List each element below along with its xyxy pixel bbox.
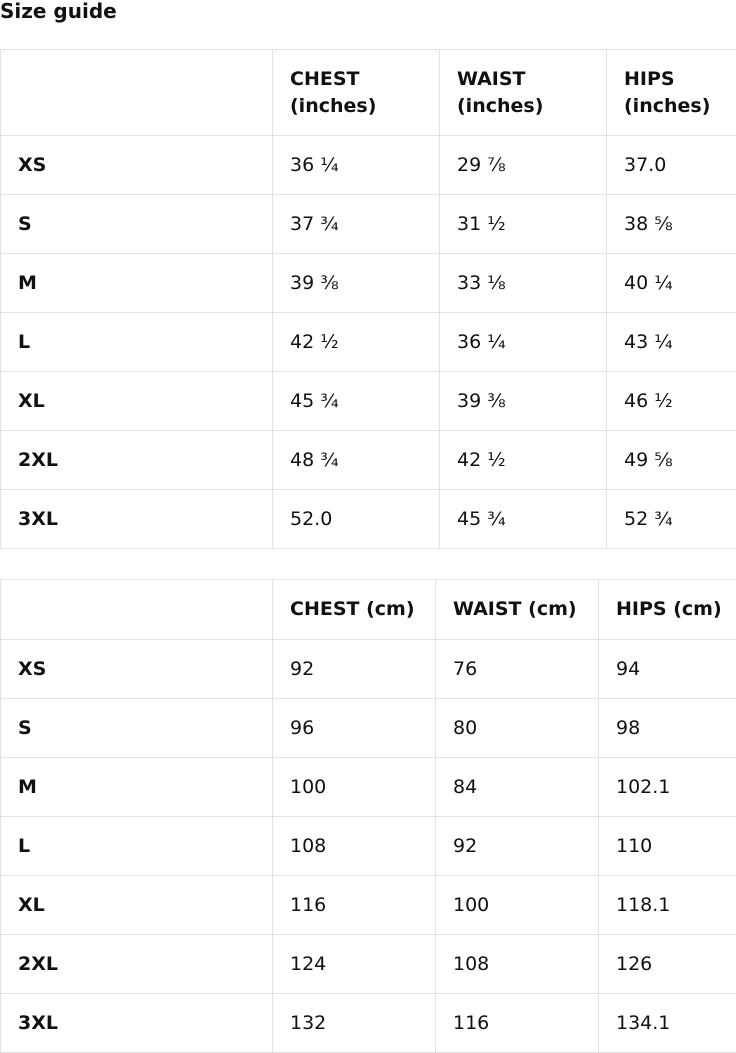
chest-value: 108 — [273, 817, 436, 876]
hips-value: 94 — [599, 640, 736, 699]
header-hips: HIPS (cm) — [599, 580, 736, 640]
waist-value: 39 ⅜ — [440, 372, 607, 431]
table-row — [1, 817, 736, 876]
table-row — [1, 699, 736, 758]
hips-value: 49 ⅝ — [607, 431, 736, 490]
size-label: 3XL — [1, 490, 273, 549]
table-row — [1, 254, 736, 313]
header-waist: WAIST (cm) — [436, 580, 599, 640]
table-row — [1, 136, 736, 195]
waist-value: 92 — [436, 817, 599, 876]
size-table-inches — [0, 49, 736, 549]
waist-value: 31 ½ — [440, 195, 607, 254]
size-label: XS — [1, 640, 273, 699]
table-header-row — [1, 580, 736, 640]
hips-value: 37.0 — [607, 136, 736, 195]
chest-value: 92 — [273, 640, 436, 699]
waist-value: 116 — [436, 994, 599, 1053]
waist-value: 29 ⅞ — [440, 136, 607, 195]
hips-value: 110 — [599, 817, 736, 876]
waist-value: 108 — [436, 935, 599, 994]
chest-value: 52.0 — [273, 490, 440, 549]
hips-value: 102.1 — [599, 758, 736, 817]
header-waist: WAIST (inches) — [440, 50, 607, 136]
hips-value: 38 ⅝ — [607, 195, 736, 254]
chest-value: 100 — [273, 758, 436, 817]
chest-value: 45 ¾ — [273, 372, 440, 431]
chest-value: 116 — [273, 876, 436, 935]
table-row — [1, 758, 736, 817]
chest-value: 124 — [273, 935, 436, 994]
size-label: XL — [1, 876, 273, 935]
chest-value: 42 ½ — [273, 313, 440, 372]
waist-value: 84 — [436, 758, 599, 817]
size-label: L — [1, 817, 273, 876]
size-label: S — [1, 699, 273, 758]
hips-value: 52 ¾ — [607, 490, 736, 549]
header-hips: HIPS (inches) — [607, 50, 736, 136]
hips-value: 118.1 — [599, 876, 736, 935]
size-label: 3XL — [1, 994, 273, 1053]
hips-value: 134.1 — [599, 994, 736, 1053]
waist-value: 36 ¼ — [440, 313, 607, 372]
table-row — [1, 490, 736, 549]
hips-value: 46 ½ — [607, 372, 736, 431]
hips-value: 126 — [599, 935, 736, 994]
chest-value: 132 — [273, 994, 436, 1053]
waist-value: 76 — [436, 640, 599, 699]
header-chest: CHEST (inches) — [273, 50, 440, 136]
waist-value: 33 ⅛ — [440, 254, 607, 313]
size-label: 2XL — [1, 431, 273, 490]
size-label: XS — [1, 136, 273, 195]
size-label: M — [1, 758, 273, 817]
hips-value: 98 — [599, 699, 736, 758]
page-title: Size guide — [0, 0, 117, 23]
table-header-row — [1, 50, 736, 136]
size-label: 2XL — [1, 935, 273, 994]
chest-value: 39 ⅜ — [273, 254, 440, 313]
size-label: L — [1, 313, 273, 372]
size-label: S — [1, 195, 273, 254]
table-row — [1, 195, 736, 254]
table-row — [1, 640, 736, 699]
header-chest: CHEST (cm) — [273, 580, 436, 640]
header-size — [1, 50, 273, 136]
chest-value: 96 — [273, 699, 436, 758]
table-row — [1, 431, 736, 490]
size-label: XL — [1, 372, 273, 431]
table-row — [1, 935, 736, 994]
hips-value: 43 ¼ — [607, 313, 736, 372]
size-label: M — [1, 254, 273, 313]
chest-value: 37 ¾ — [273, 195, 440, 254]
table-row — [1, 876, 736, 935]
table-row — [1, 313, 736, 372]
header-size — [1, 580, 273, 640]
table-row — [1, 372, 736, 431]
waist-value: 45 ¾ — [440, 490, 607, 549]
waist-value: 42 ½ — [440, 431, 607, 490]
chest-value: 48 ¾ — [273, 431, 440, 490]
chest-value: 36 ¼ — [273, 136, 440, 195]
waist-value: 100 — [436, 876, 599, 935]
size-table-cm — [0, 579, 736, 1053]
hips-value: 40 ¼ — [607, 254, 736, 313]
waist-value: 80 — [436, 699, 599, 758]
table-row — [1, 994, 736, 1053]
